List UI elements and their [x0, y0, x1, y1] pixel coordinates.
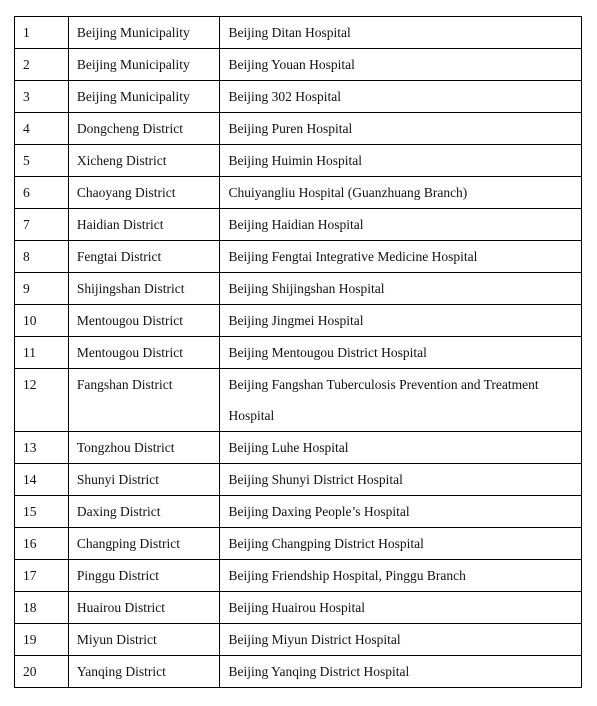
- row-number-cell: 1: [15, 17, 69, 49]
- table-row: [15, 81, 582, 113]
- table-row: [15, 369, 582, 432]
- hospital-cell: Beijing 302 Hospital: [220, 81, 582, 113]
- hospital-cell: Beijing Huairou Hospital: [220, 592, 582, 624]
- row-number-cell: 9: [15, 273, 69, 305]
- hospital-cell: Beijing Daxing People’s Hospital: [220, 496, 582, 528]
- district-cell: Dongcheng District: [68, 113, 220, 145]
- hospital-table: [14, 16, 582, 688]
- hospital-cell: Beijing Miyun District Hospital: [220, 624, 582, 656]
- row-number-cell: 3: [15, 81, 69, 113]
- row-number-cell: 4: [15, 113, 69, 145]
- hospital-cell: Beijing Yanqing District Hospital: [220, 656, 582, 688]
- row-number-cell: 14: [15, 464, 69, 496]
- hospital-cell: Beijing Shunyi District Hospital: [220, 464, 582, 496]
- hospital-cell: Beijing Changping District Hospital: [220, 528, 582, 560]
- district-cell: Mentougou District: [68, 305, 220, 337]
- district-cell: Chaoyang District: [68, 177, 220, 209]
- hospital-cell: Beijing Huimin Hospital: [220, 145, 582, 177]
- row-number-cell: 15: [15, 496, 69, 528]
- table-row: [15, 241, 582, 273]
- hospital-cell: Beijing Friendship Hospital, Pinggu Branch: [220, 560, 582, 592]
- district-cell: Shijingshan District: [68, 273, 220, 305]
- table-row: [15, 273, 582, 305]
- row-number-cell: 12: [15, 369, 69, 432]
- district-cell: Fengtai District: [68, 241, 220, 273]
- hospital-cell: Beijing Puren Hospital: [220, 113, 582, 145]
- district-cell: Huairou District: [68, 592, 220, 624]
- row-number-cell: 11: [15, 337, 69, 369]
- hospital-cell: Beijing Fengtai Integrative Medicine Hospital: [220, 241, 582, 273]
- row-number-cell: 16: [15, 528, 69, 560]
- table-row: [15, 177, 582, 209]
- district-cell: Beijing Municipality: [68, 17, 220, 49]
- hospital-cell: Chuiyangliu Hospital (Guanzhuang Branch): [220, 177, 582, 209]
- hospital-cell: Beijing Mentougou District Hospital: [220, 337, 582, 369]
- row-number-cell: 17: [15, 560, 69, 592]
- table-row: [15, 496, 582, 528]
- row-number-cell: 5: [15, 145, 69, 177]
- hospital-table-container: [14, 16, 582, 688]
- table-row: [15, 113, 582, 145]
- row-number-cell: 7: [15, 209, 69, 241]
- row-number-cell: 10: [15, 305, 69, 337]
- row-number-cell: 19: [15, 624, 69, 656]
- district-cell: Xicheng District: [68, 145, 220, 177]
- table-row: [15, 464, 582, 496]
- row-number-cell: 8: [15, 241, 69, 273]
- district-cell: Mentougou District: [68, 337, 220, 369]
- hospital-cell: Beijing Haidian Hospital: [220, 209, 582, 241]
- district-cell: Tongzhou District: [68, 432, 220, 464]
- table-row: [15, 624, 582, 656]
- district-cell: Haidian District: [68, 209, 220, 241]
- row-number-cell: 13: [15, 432, 69, 464]
- row-number-cell: 20: [15, 656, 69, 688]
- row-number-cell: 18: [15, 592, 69, 624]
- table-row: [15, 305, 582, 337]
- row-number-cell: 2: [15, 49, 69, 81]
- district-cell: Pinggu District: [68, 560, 220, 592]
- district-cell: Beijing Municipality: [68, 49, 220, 81]
- hospital-cell: Beijing Jingmei Hospital: [220, 305, 582, 337]
- district-cell: Miyun District: [68, 624, 220, 656]
- district-cell: Fangshan District: [68, 369, 220, 432]
- table-row: [15, 209, 582, 241]
- table-row: [15, 656, 582, 688]
- table-row: [15, 528, 582, 560]
- table-row: [15, 17, 582, 49]
- district-cell: Shunyi District: [68, 464, 220, 496]
- table-row: [15, 337, 582, 369]
- table-row: [15, 432, 582, 464]
- hospital-cell: Beijing Shijingshan Hospital: [220, 273, 582, 305]
- table-row: [15, 145, 582, 177]
- district-cell: Daxing District: [68, 496, 220, 528]
- district-cell: Changping District: [68, 528, 220, 560]
- hospital-cell: Beijing Ditan Hospital: [220, 17, 582, 49]
- table-row: [15, 49, 582, 81]
- hospital-cell: Beijing Luhe Hospital: [220, 432, 582, 464]
- hospital-cell: Beijing Youan Hospital: [220, 49, 582, 81]
- district-cell: Yanqing District: [68, 656, 220, 688]
- table-row: [15, 592, 582, 624]
- hospital-cell: Beijing Fangshan Tuberculosis Prevention and Treatment Hospital: [220, 369, 582, 432]
- district-cell: Beijing Municipality: [68, 81, 220, 113]
- table-row: [15, 560, 582, 592]
- row-number-cell: 6: [15, 177, 69, 209]
